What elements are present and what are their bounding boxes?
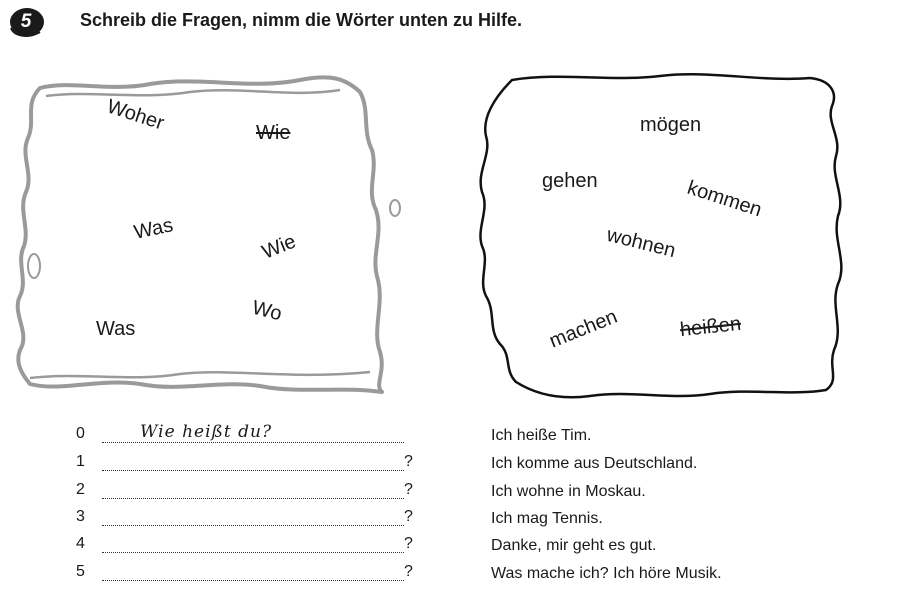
question-number: 4 [76, 535, 85, 552]
question-number: 1 [76, 453, 85, 470]
question-number: 2 [76, 481, 85, 498]
verb-word-struck: heißen [678, 312, 743, 342]
handwritten-example-question: Wie heißt du? [140, 422, 273, 442]
question-answer-line[interactable] [102, 525, 404, 526]
exercise-number: 5 [20, 11, 32, 32]
exercise-instruction: Schreib die Fragen, nimm die Wörter unten zu Hilfe. [80, 10, 523, 30]
answer-sentence: Danke, mir geht es gut. [491, 537, 657, 554]
question-word: Was [96, 318, 136, 340]
question-word: Wie [258, 230, 300, 264]
question-answer-line[interactable] [102, 580, 404, 581]
question-mark: ? [404, 535, 413, 552]
left-word-cloud-shape [18, 77, 382, 392]
question-mark: ? [404, 563, 413, 580]
question-word: Wo [249, 296, 284, 326]
question-answer-line[interactable] [102, 470, 404, 471]
question-answer-line[interactable] [102, 498, 404, 499]
verb-word: wohnen [604, 223, 678, 263]
question-row [76, 422, 426, 449]
question-row [76, 535, 426, 559]
question-answer-line[interactable] [102, 442, 404, 443]
verb-word: mögen [640, 114, 702, 136]
question-row [76, 481, 426, 505]
question-number: 0 [76, 425, 85, 442]
question-mark: ? [404, 481, 413, 498]
question-word: Was [132, 214, 176, 244]
answer-sentence: Ich komme aus Deutschland. [491, 455, 698, 472]
answer-sentence: Was mache ich? Ich höre Musik. [491, 565, 722, 582]
question-mark: ? [404, 453, 413, 470]
question-word-struck: Wie [256, 122, 291, 144]
question-mark: ? [404, 508, 413, 525]
verb-word: gehen [542, 170, 598, 192]
question-row [76, 508, 426, 532]
question-word: Woher [104, 95, 167, 135]
answer-sentence: Ich mag Tennis. [491, 510, 603, 527]
question-number: 5 [76, 563, 85, 580]
question-row [76, 563, 426, 587]
answer-sentence: Ich heiße Tim. [491, 427, 592, 444]
question-answer-line[interactable] [102, 552, 404, 553]
question-number: 3 [76, 508, 85, 525]
answer-sentence: Ich wohne in Moskau. [491, 483, 646, 500]
verb-word: machen [546, 305, 621, 353]
verb-word: kommen [684, 176, 765, 222]
question-row [76, 453, 426, 477]
